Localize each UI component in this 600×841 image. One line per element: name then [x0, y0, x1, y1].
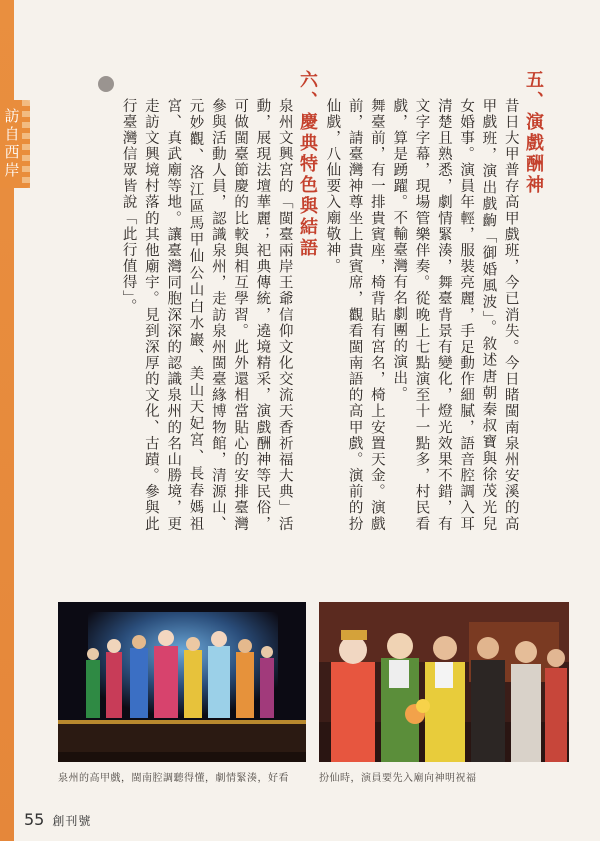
section-tab-label: 訪自西岸 [2, 108, 21, 180]
section-tab [0, 100, 30, 188]
section-5-body [320, 70, 544, 532]
page-number: 55 [24, 810, 45, 829]
photo-performers-blessing [319, 602, 569, 762]
photo-2-caption: 扮仙時，演員要先入廟向神明祝福 [319, 773, 477, 784]
end-mark-icon [98, 76, 114, 92]
section-6-paragraph-1: 泉州文興宮的「閩臺兩岸王爺信仰文化交流天香祈福大典」活動，展現法壇華麗；祀典傳統，遶境精采，演戲酬神等民俗，可做閩臺節慶的比較與相互學習。此外還相當貼心的安排臺灣參與活動人員，認識泉州，走訪泉州閩臺緣博物館，清源山、元妙觀、洛江區馬甲仙公山白水巖、美山天妃宮、長春媽祖宮、真武廟等地。讓臺灣同胞深深的認識泉州的名山勝境，更走訪文興境村落的其他廟宇。見到深厚的文化、古蹟。參與此行臺灣信眾皆說「此行值得」。 [120, 98, 293, 532]
section-6-body [96, 70, 318, 532]
section-5-paragraph-2: 舞臺前，有一排貴賓座，椅背貼有宮名，椅上安置天金。演戲前，請臺灣神尊坐上貴賓席，觀看閩南語的高甲戲。演前的扮仙戲，八仙要入廟敬神。 [324, 98, 385, 532]
performers-illustration [319, 602, 569, 762]
tab-decoration [22, 100, 30, 188]
photo-stage-performance [58, 602, 306, 762]
section-6-heading: 六、慶典特色與結語 [297, 70, 318, 259]
page-footer [24, 810, 91, 829]
section-5-heading: 五、演戲酬神 [523, 70, 544, 196]
stage-performance-illustration [58, 602, 306, 762]
photo-1-caption: 泉州的高甲戲，閩南腔調聽得懂，劇情緊湊，好看 [58, 773, 289, 784]
section-5-paragraph-1: 昔日大甲普存高甲戲班，今已消失。今日睹閩南泉州安溪的高甲戲班，演出戲齣「御婚風波」。敘述唐朝秦叔寶與徐茂光兒女婚事。演員年輕，服裝亮麗，手足動作細膩，語音腔調入耳清楚且熟悉，劇情緊湊，舞臺背景有變化，燈光效果不錯，有文字字幕，現場管樂伴奏。從晚上七點演至十一點多，村民看戲，算是踴躍。不輸臺灣有名劇團的演出。 [391, 98, 519, 532]
issue-label: 創刊號 [52, 814, 92, 828]
